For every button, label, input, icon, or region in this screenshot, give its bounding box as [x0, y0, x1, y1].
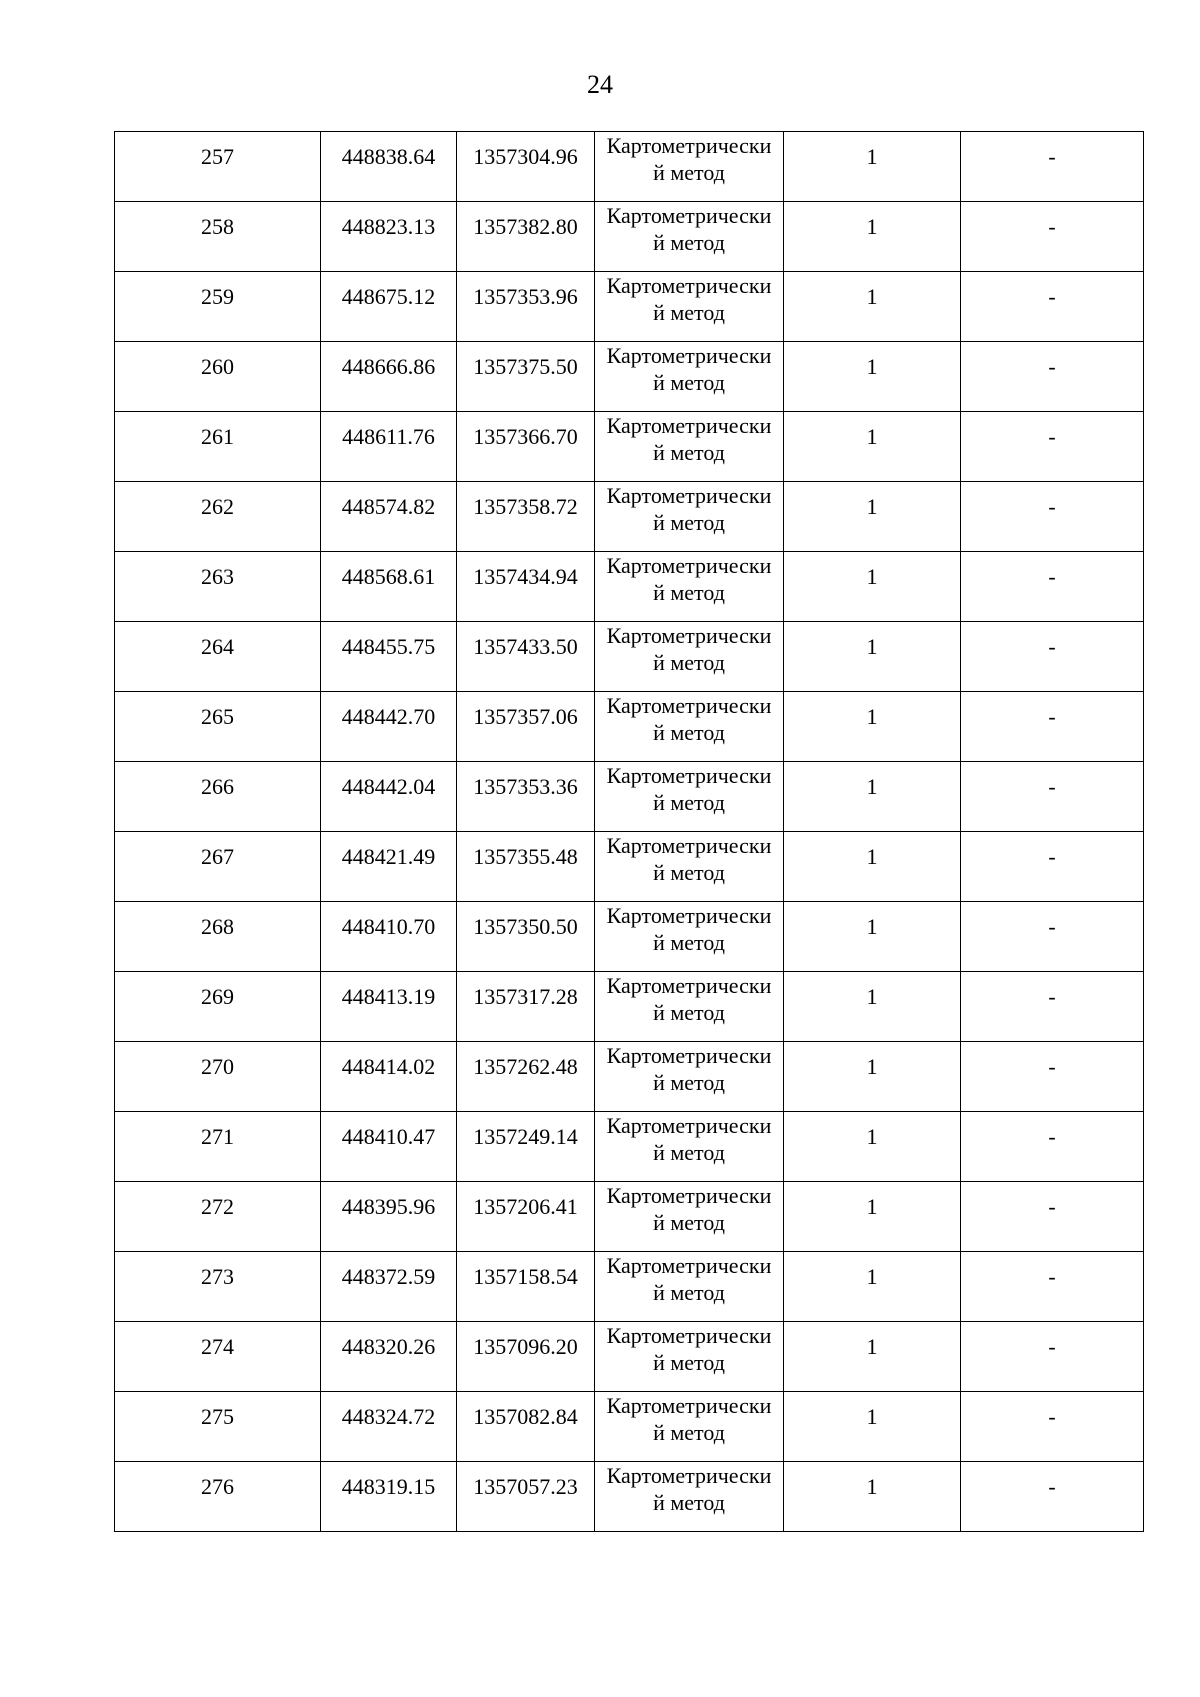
point-number-cell: 274 — [115, 1322, 321, 1392]
point-number-cell: 276 — [115, 1462, 321, 1532]
point-number-cell: 266 — [115, 762, 321, 832]
table-row — [115, 692, 1144, 762]
y-coordinate-cell: 1357382.80 — [457, 202, 595, 272]
note-cell: - — [961, 412, 1144, 482]
method-line-2: й метод — [653, 300, 725, 325]
table-row — [115, 272, 1144, 342]
method-cell — [595, 832, 784, 902]
note-cell: - — [961, 1322, 1144, 1392]
method-cell — [595, 902, 784, 972]
method-cell — [595, 482, 784, 552]
coordinates-table — [114, 131, 1144, 1532]
point-number-cell: 272 — [115, 1182, 321, 1252]
table-row — [115, 412, 1144, 482]
point-number-cell: 265 — [115, 692, 321, 762]
precision-cell: 1 — [784, 1462, 961, 1532]
note-cell: - — [961, 1392, 1144, 1462]
precision-cell: 1 — [784, 972, 961, 1042]
point-number-cell: 258 — [115, 202, 321, 272]
precision-cell: 1 — [784, 1112, 961, 1182]
note-cell: - — [961, 342, 1144, 412]
point-number-cell: 261 — [115, 412, 321, 482]
precision-cell: 1 — [784, 132, 961, 202]
method-cell — [595, 622, 784, 692]
y-coordinate-cell: 1357206.41 — [457, 1182, 595, 1252]
y-coordinate-cell: 1357353.96 — [457, 272, 595, 342]
x-coordinate-cell: 448324.72 — [321, 1392, 457, 1462]
y-coordinate-cell: 1357357.06 — [457, 692, 595, 762]
point-number-cell: 260 — [115, 342, 321, 412]
method-cell — [595, 692, 784, 762]
method-line-2: й метод — [653, 1000, 725, 1025]
point-number-cell: 264 — [115, 622, 321, 692]
note-cell: - — [961, 762, 1144, 832]
method-line-1: Картометрически — [606, 343, 772, 368]
point-number-cell: 267 — [115, 832, 321, 902]
x-coordinate-cell: 448320.26 — [321, 1322, 457, 1392]
x-coordinate-cell: 448410.47 — [321, 1112, 457, 1182]
method-line-2: й метод — [653, 650, 725, 675]
note-cell: - — [961, 272, 1144, 342]
method-line-2: й метод — [653, 160, 725, 185]
method-line-1: Картометрически — [606, 273, 772, 298]
method-line-1: Картометрически — [606, 483, 772, 508]
precision-cell: 1 — [784, 412, 961, 482]
note-cell: - — [961, 1252, 1144, 1322]
method-cell — [595, 1392, 784, 1462]
note-cell: - — [961, 1042, 1144, 1112]
method-line-2: й метод — [653, 1070, 725, 1095]
method-line-2: й метод — [653, 860, 725, 885]
x-coordinate-cell: 448838.64 — [321, 132, 457, 202]
note-cell: - — [961, 202, 1144, 272]
method-cell — [595, 132, 784, 202]
point-number-cell: 271 — [115, 1112, 321, 1182]
note-cell: - — [961, 692, 1144, 762]
precision-cell: 1 — [784, 902, 961, 972]
method-line-2: й метод — [653, 580, 725, 605]
y-coordinate-cell: 1357082.84 — [457, 1392, 595, 1462]
precision-cell: 1 — [784, 1182, 961, 1252]
precision-cell: 1 — [784, 762, 961, 832]
note-cell: - — [961, 1462, 1144, 1532]
table-row — [115, 482, 1144, 552]
x-coordinate-cell: 448372.59 — [321, 1252, 457, 1322]
point-number-cell: 257 — [115, 132, 321, 202]
table-row — [115, 622, 1144, 692]
point-number-cell: 263 — [115, 552, 321, 622]
method-line-2: й метод — [653, 370, 725, 395]
x-coordinate-cell: 448414.02 — [321, 1042, 457, 1112]
note-cell: - — [961, 1182, 1144, 1252]
point-number-cell: 273 — [115, 1252, 321, 1322]
method-cell — [595, 762, 784, 832]
precision-cell: 1 — [784, 272, 961, 342]
y-coordinate-cell: 1357375.50 — [457, 342, 595, 412]
x-coordinate-cell: 448395.96 — [321, 1182, 457, 1252]
table-row — [115, 1042, 1144, 1112]
method-cell — [595, 1462, 784, 1532]
method-line-1: Картометрически — [606, 1323, 772, 1348]
method-line-1: Картометрически — [606, 553, 772, 578]
table-row — [115, 902, 1144, 972]
y-coordinate-cell: 1357304.96 — [457, 132, 595, 202]
point-number-cell: 275 — [115, 1392, 321, 1462]
x-coordinate-cell: 448455.75 — [321, 622, 457, 692]
table-row — [115, 1392, 1144, 1462]
precision-cell: 1 — [784, 692, 961, 762]
page-number: 24 — [587, 70, 613, 99]
method-line-2: й метод — [653, 1490, 725, 1515]
precision-cell: 1 — [784, 202, 961, 272]
point-number-cell: 270 — [115, 1042, 321, 1112]
table-body — [115, 132, 1144, 1532]
method-line-1: Картометрически — [606, 1393, 772, 1418]
method-line-1: Картометрически — [606, 623, 772, 648]
table-row — [115, 1252, 1144, 1322]
note-cell: - — [961, 902, 1144, 972]
y-coordinate-cell: 1357350.50 — [457, 902, 595, 972]
method-line-1: Картометрически — [606, 1253, 772, 1278]
x-coordinate-cell: 448442.04 — [321, 762, 457, 832]
x-coordinate-cell: 448442.70 — [321, 692, 457, 762]
method-cell — [595, 342, 784, 412]
precision-cell: 1 — [784, 552, 961, 622]
method-line-1: Картометрически — [606, 1463, 772, 1488]
point-number-cell: 268 — [115, 902, 321, 972]
table-row — [115, 342, 1144, 412]
note-cell: - — [961, 1112, 1144, 1182]
table-row — [115, 132, 1144, 202]
x-coordinate-cell: 448410.70 — [321, 902, 457, 972]
method-line-2: й метод — [653, 790, 725, 815]
method-cell — [595, 1252, 784, 1322]
precision-cell: 1 — [784, 482, 961, 552]
method-line-1: Картометрически — [606, 973, 772, 998]
x-coordinate-cell: 448421.49 — [321, 832, 457, 902]
method-line-2: й метод — [653, 440, 725, 465]
table-row — [115, 832, 1144, 902]
note-cell: - — [961, 622, 1144, 692]
method-line-1: Картометрически — [606, 833, 772, 858]
y-coordinate-cell: 1357262.48 — [457, 1042, 595, 1112]
y-coordinate-cell: 1357096.20 — [457, 1322, 595, 1392]
point-number-cell: 262 — [115, 482, 321, 552]
point-number-cell: 269 — [115, 972, 321, 1042]
point-number-cell: 259 — [115, 272, 321, 342]
method-line-1: Картометрически — [606, 1113, 772, 1138]
y-coordinate-cell: 1357433.50 — [457, 622, 595, 692]
x-coordinate-cell: 448568.61 — [321, 552, 457, 622]
method-cell — [595, 1042, 784, 1112]
method-cell — [595, 412, 784, 482]
precision-cell: 1 — [784, 1392, 961, 1462]
y-coordinate-cell: 1357317.28 — [457, 972, 595, 1042]
method-line-2: й метод — [653, 1280, 725, 1305]
method-line-2: й метод — [653, 930, 725, 955]
x-coordinate-cell: 448574.82 — [321, 482, 457, 552]
note-cell: - — [961, 552, 1144, 622]
x-coordinate-cell: 448611.76 — [321, 412, 457, 482]
x-coordinate-cell: 448319.15 — [321, 1462, 457, 1532]
note-cell: - — [961, 132, 1144, 202]
method-line-2: й метод — [653, 510, 725, 535]
x-coordinate-cell: 448823.13 — [321, 202, 457, 272]
note-cell: - — [961, 972, 1144, 1042]
table-row — [115, 202, 1144, 272]
method-line-2: й метод — [653, 1350, 725, 1375]
x-coordinate-cell: 448666.86 — [321, 342, 457, 412]
y-coordinate-cell: 1357353.36 — [457, 762, 595, 832]
table-row — [115, 762, 1144, 832]
y-coordinate-cell: 1357355.48 — [457, 832, 595, 902]
y-coordinate-cell: 1357249.14 — [457, 1112, 595, 1182]
table-row — [115, 1182, 1144, 1252]
method-cell — [595, 552, 784, 622]
method-line-2: й метод — [653, 1210, 725, 1235]
y-coordinate-cell: 1357358.72 — [457, 482, 595, 552]
method-cell — [595, 972, 784, 1042]
method-cell — [595, 1322, 784, 1392]
method-line-2: й метод — [653, 1420, 725, 1445]
method-line-1: Картометрически — [606, 693, 772, 718]
method-cell — [595, 272, 784, 342]
x-coordinate-cell: 448675.12 — [321, 272, 457, 342]
method-line-1: Картометрически — [606, 903, 772, 928]
precision-cell: 1 — [784, 622, 961, 692]
method-line-1: Картометрически — [606, 763, 772, 788]
table-row — [115, 1322, 1144, 1392]
note-cell: - — [961, 832, 1144, 902]
method-cell — [595, 1182, 784, 1252]
method-cell — [595, 202, 784, 272]
table-row — [115, 552, 1144, 622]
note-cell: - — [961, 482, 1144, 552]
y-coordinate-cell: 1357366.70 — [457, 412, 595, 482]
table-row — [115, 1112, 1144, 1182]
precision-cell: 1 — [784, 832, 961, 902]
method-line-1: Картометрически — [606, 203, 772, 228]
method-line-1: Картометрически — [606, 1183, 772, 1208]
precision-cell: 1 — [784, 1252, 961, 1322]
method-line-1: Картометрически — [606, 413, 772, 438]
method-line-2: й метод — [653, 1140, 725, 1165]
table-row — [115, 1462, 1144, 1532]
method-line-2: й метод — [653, 720, 725, 745]
x-coordinate-cell: 448413.19 — [321, 972, 457, 1042]
method-line-1: Картометрически — [606, 133, 772, 158]
y-coordinate-cell: 1357057.23 — [457, 1462, 595, 1532]
table-row — [115, 972, 1144, 1042]
precision-cell: 1 — [784, 1042, 961, 1112]
precision-cell: 1 — [784, 342, 961, 412]
precision-cell: 1 — [784, 1322, 961, 1392]
y-coordinate-cell: 1357158.54 — [457, 1252, 595, 1322]
method-line-1: Картометрически — [606, 1043, 772, 1068]
method-line-2: й метод — [653, 230, 725, 255]
y-coordinate-cell: 1357434.94 — [457, 552, 595, 622]
method-cell — [595, 1112, 784, 1182]
